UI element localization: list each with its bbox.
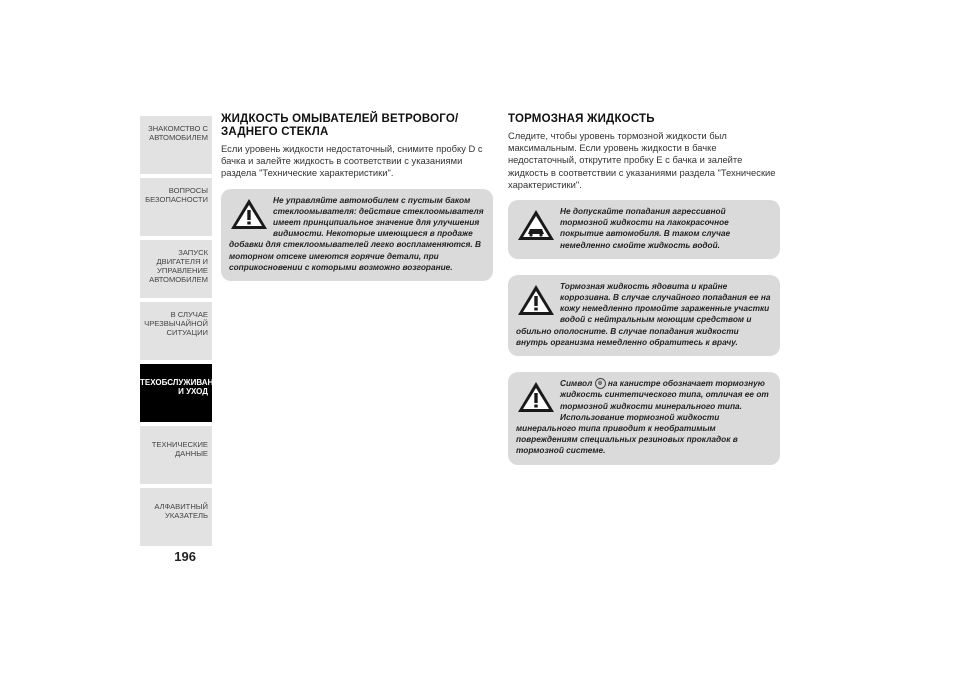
warning-triangle-icon <box>516 380 556 414</box>
symbol-warning-box <box>508 372 780 465</box>
dot-symbol-icon: ◎ <box>595 378 606 389</box>
section-title: ТОРМОЗНАЯ ЖИДКОСТЬ <box>508 113 655 125</box>
warning-box <box>221 189 493 281</box>
warning-text: Не управляйте автомобилем с пустым баком стеклоомывателя: действие стеклоомывателя имеет принципиальное значение для улучшения видимости. Некоторые имеющиеся в продаже добавки для стеклоомывателей легко воспламеняются. В моторном отсеке имеются горячие детали, при соприкосновении с которыми возможно возгорание. <box>229 194 484 272</box>
tab-index[interactable]: АЛФАВИТНЫЙ УКАЗАТЕЛЬ <box>140 488 212 546</box>
warning-text: Тормозная жидкость ядовита и крайне коррозивна. В случае случайного попадания ее на кожу немедленно промойте зараженные участки водой с нейтральным моющим средством и обильно ополосните. В случае попадания жидкости внутрь организма немедленно обратитесь к врачу. <box>516 280 771 347</box>
warning-text: Не допускайте попадания агрессивной тормозной жидкости на лакокрасочное покрытие автомобиля. В таком случае немедленно смойте жидкость водой. <box>560 206 731 250</box>
paint-damage-icon <box>516 208 556 242</box>
tab-intro[interactable]: ЗНАКОМСТВО С АВТОМОБИЛЕМ <box>140 116 212 174</box>
warning-triangle-icon <box>229 197 269 231</box>
tab-tech-data[interactable]: ТЕХНИЧЕСКИЕ ДАННЫЕ <box>140 426 212 484</box>
warning-triangle-icon <box>516 283 556 317</box>
tab-starting[interactable]: ЗАПУСК ДВИГАТЕЛЯ И УПРАВЛЕНИЕ АВТОМОБИЛЕМ <box>140 240 212 298</box>
toxic-warning-box <box>508 275 780 356</box>
warning-text-pre: Символ <box>560 378 593 389</box>
section-body: Если уровень жидкости недостаточный, снимите пробку D с бачка и залейте жидкость в соответствии с указаниями раздела "Технические характеристики". <box>221 143 483 179</box>
tab-safety[interactable]: ВОПРОСЫ БЕЗОПАСНОСТИ <box>140 178 212 236</box>
tab-maintenance[interactable]: ТЕХОБСЛУЖИВАНИЕ И УХОД <box>140 364 212 422</box>
tab-emergency[interactable]: В СЛУЧАЕ ЧРЕЗВЫЧАЙНОЙ СИТУАЦИИ <box>140 302 212 360</box>
page-number: 196 <box>174 549 196 564</box>
warning-text-post: на канистре обозначает тормозную жидкость синтетического типа, отличая ее от тормозной жидкости минерального типа. Использование тормозной жидкости минерального типа приводит к необратимым повреждениям специальных резиновых прокладок в тормозной системе. <box>516 378 769 456</box>
section-body: Следите, чтобы уровень тормозной жидкости был максимальным. Если уровень жидкости в бачке недостаточный, открутите пробку E с бачка и залейте жидкость в соответствии с указаниями раздела "Технические характеристики". <box>508 130 776 190</box>
section-title: ЖИДКОСТЬ ОМЫВАТЕЛЕЙ ВЕТРОВОГО/ЗАДНЕГО СТЕКЛА <box>221 113 459 138</box>
washer-fluid-section <box>221 113 493 297</box>
brake-fluid-section <box>508 113 780 481</box>
paint-warning-box <box>508 200 780 259</box>
